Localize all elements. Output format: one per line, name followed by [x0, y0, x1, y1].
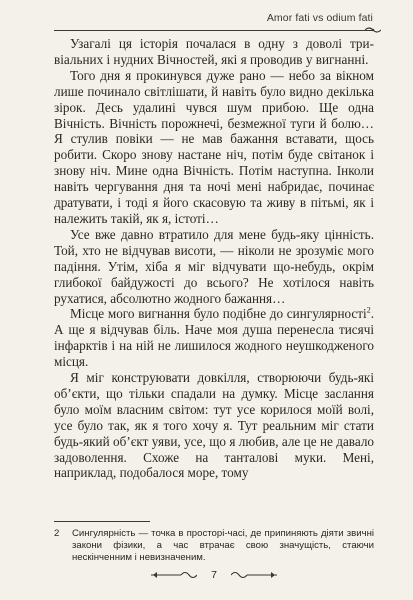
paragraph-3: Усе вже давно втратило для мене будь-яку цінність. Той, хто не відчував висоти, — ніколи не зрозуміє мого падіння. Утім, хіба я міг відчувати що-небудь, окрім глибокої байдужості до всього? Не хотілося навіть рухатися, абсолютно жодного бажання…	[54, 226, 374, 306]
paragraph-4-start: Місце мого вигнання було подібне до сингулярності	[70, 306, 367, 322]
footnote-reference: 2	[366, 306, 371, 316]
footnote-number: 2	[54, 528, 60, 539]
footnote	[54, 528, 374, 564]
header-ornament-icon	[365, 25, 381, 35]
main-text	[54, 36, 374, 481]
running-header	[54, 10, 373, 36]
running-title: Amor fati vs odium fati	[266, 12, 373, 24]
paragraph-1: Узагалі ця історія почалася в одну з доволі тривіальних і нудних Вічностей, які я проводив у вигнанні.	[54, 36, 374, 67]
footer-ornament-right-icon	[231, 570, 277, 580]
page-footer	[54, 566, 374, 580]
page-number: 7	[211, 569, 217, 582]
paragraph-4-end: . А ще я відчував біль. Наче моя душа перенесла тисячі інфарктів і на ній не лишилося жодного неушкодженого місця.	[54, 306, 374, 370]
footnote-text: Сингулярність — точка в просторі-часі, де припиняють діяти звичні закони фізики, а час втрачає свою значущість, стаючи нескінченним і невизначеним.	[72, 528, 374, 563]
paragraph-5: Я міг конструювати довкілля, створюючи будь-які об’єкти, що тільки спадали на думку. Місце заслання було моїм власним світом: тут усе корилося моїй волі, усе було так, як я того хочу я. Тут реальним міг стати будь-який об’єкт уяви, усе, що я любив, але це не давало задоволення. Схоже на танталові муки. Мені, наприклад, подобалося море, тому	[54, 370, 374, 481]
footer-ornament-left-icon	[151, 570, 197, 580]
footnote-separator	[54, 521, 150, 522]
paragraph-4	[54, 306, 374, 370]
header-rule	[54, 30, 373, 31]
paragraph-2: Того дня я прокинувся дуже рано — небо за вікном лише починало світлішати, й навіть було видно декілька зірок. Десь удалині чувся шум прибою. Ще одна Вічність. Вічність порожнечі, безмежної туги й болю… Я стулив повіки — не мав бажання вставати, щось робити. Скоро знову настане ніч, потім буде світанок і знову ніч. Мине одна Вічність. Потім наступна. Інколи навіть чергування дня та ночі мені набридає, починає дратувати, і тоді я його скасовую та живу в пітьмі, як і належить такій, як я, істоті…	[54, 67, 374, 226]
